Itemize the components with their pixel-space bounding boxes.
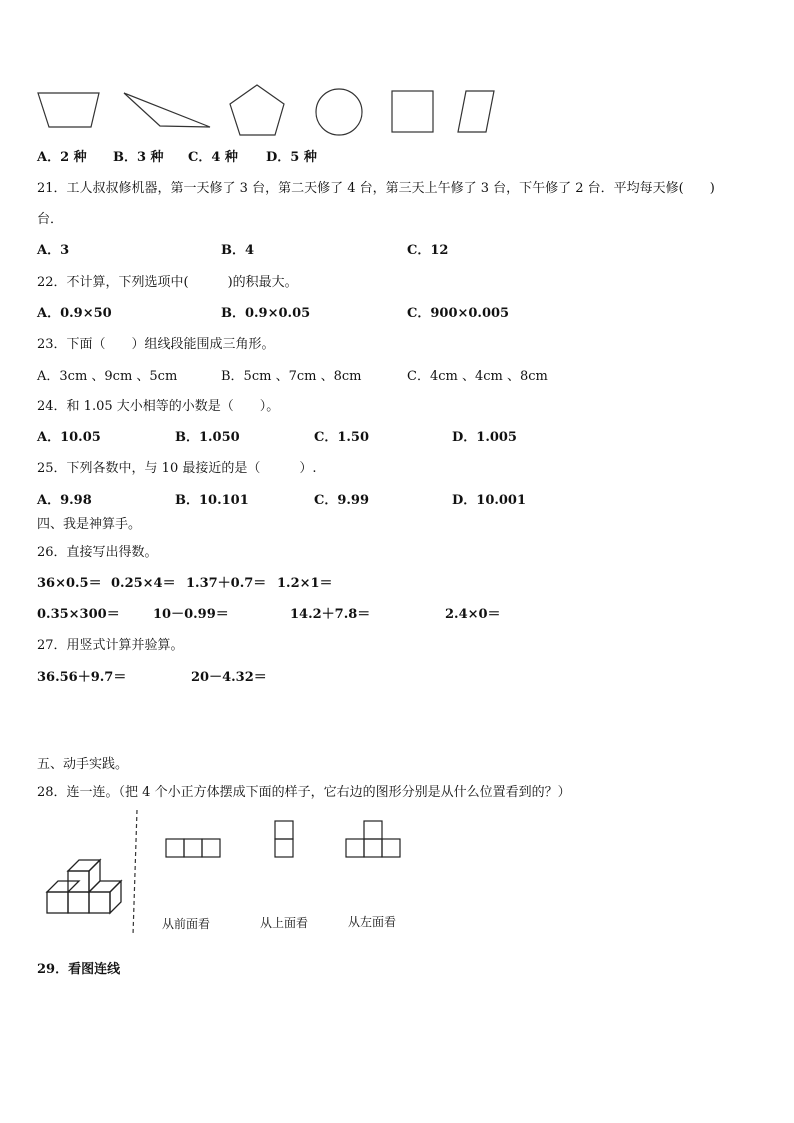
q21-question: 21．工人叔叔修机器，第一天修了 3 台，第二天修了 4 台，第三天上午修了 3 台，下午修了 2 台．平均每天修( ) <box>37 181 715 196</box>
dashed-divider <box>133 810 137 935</box>
q23-option-c[interactable]: C．4cm 、4cm 、8cm <box>407 369 548 384</box>
q25-question: 25．下列各数中，与 10 最接近的是（ ）. <box>37 461 317 476</box>
q28-figures <box>0 800 794 940</box>
q25-option-c[interactable]: C．9.99 <box>314 493 370 508</box>
front-view-figure <box>166 839 220 857</box>
q23-question: 23．下面（ ）组线段能围成三角形。 <box>37 337 275 352</box>
circle-shape <box>316 89 362 135</box>
caption-left-view: 从左面看 <box>348 915 397 929</box>
square-shape <box>392 91 433 132</box>
q26-row1-item: 0.25×4＝ <box>111 576 176 591</box>
q26-row1-item: 1.2×1＝ <box>277 576 333 591</box>
q27-item: 20－4.32＝ <box>191 670 267 685</box>
section-5-title: 五、动手实践。 <box>37 757 129 772</box>
q23-option-b[interactable]: B．5cm 、7cm 、8cm <box>221 369 362 384</box>
q26-row2-item: 2.4×0＝ <box>445 607 501 622</box>
q24-option-a[interactable]: A．10.05 <box>37 430 101 445</box>
q26-row1-item: 1.37＋0.7＝ <box>186 576 267 591</box>
q20-option-d[interactable]: D．5 种 <box>266 150 317 165</box>
q21-option-a[interactable]: A．3 <box>37 243 70 258</box>
caption-front-view: 从前面看 <box>162 917 211 931</box>
pentagon-shape <box>230 85 284 135</box>
q21-option-c[interactable]: C．12 <box>407 243 449 258</box>
q23-option-a[interactable]: A．3cm 、9cm 、5cm <box>37 369 178 384</box>
q27-item: 36.56＋9.7＝ <box>37 670 127 685</box>
q26-row2-item: 0.35×300＝ <box>37 607 120 622</box>
q25-option-b[interactable]: B．10.101 <box>175 493 249 508</box>
q25-option-a[interactable]: A．9.98 <box>37 493 92 508</box>
q22-question: 22．不计算，下列选项中( )的积最大。 <box>37 275 298 290</box>
q20-option-b[interactable]: B．3 种 <box>113 150 164 165</box>
q24-question: 24．和 1.05 大小相等的小数是（ ）。 <box>37 399 280 414</box>
parallelogram-shape <box>458 91 494 132</box>
q22-option-c[interactable]: C．900×0.005 <box>407 306 510 321</box>
q26-question: 26．直接写出得数。 <box>37 545 158 560</box>
q24-option-b[interactable]: B．1.050 <box>175 430 240 445</box>
caption-top-view: 从上面看 <box>260 916 309 930</box>
top-view-figure <box>275 821 293 857</box>
trapezoid-shape <box>38 93 99 127</box>
q26-row2-item: 10－0.99＝ <box>153 607 229 622</box>
q22-option-a[interactable]: A．0.9×50 <box>37 306 112 321</box>
q24-option-c[interactable]: C．1.50 <box>314 430 370 445</box>
cube-stack-figure <box>47 860 121 913</box>
triangle-shape <box>124 93 210 127</box>
q20-shapes <box>0 0 794 150</box>
q24-option-d[interactable]: D．1.005 <box>452 430 517 445</box>
q22-option-b[interactable]: B．0.9×0.05 <box>221 306 311 321</box>
q26-row1-item: 36×0.5＝ <box>37 576 102 591</box>
q25-option-d[interactable]: D．10.001 <box>452 493 527 508</box>
q26-row2-item: 14.2＋7.8＝ <box>290 607 371 622</box>
left-view-figure <box>346 821 400 857</box>
q21-option-b[interactable]: B．4 <box>221 243 255 258</box>
section-4-title: 四、我是神算手。 <box>37 517 142 532</box>
q27-question: 27．用竖式计算并验算。 <box>37 638 184 653</box>
q20-option-c[interactable]: C．4 种 <box>188 150 238 165</box>
q28-question: 28．连一连。（把 4 个小正方体摆成下面的样子，它右边的图形分别是从什么位置看到的？） <box>37 785 571 800</box>
q21-question-cont: 台． <box>37 212 64 227</box>
q20-option-a[interactable]: A．2 种 <box>37 150 87 165</box>
q29-question: 29．看图连线 <box>37 962 121 977</box>
